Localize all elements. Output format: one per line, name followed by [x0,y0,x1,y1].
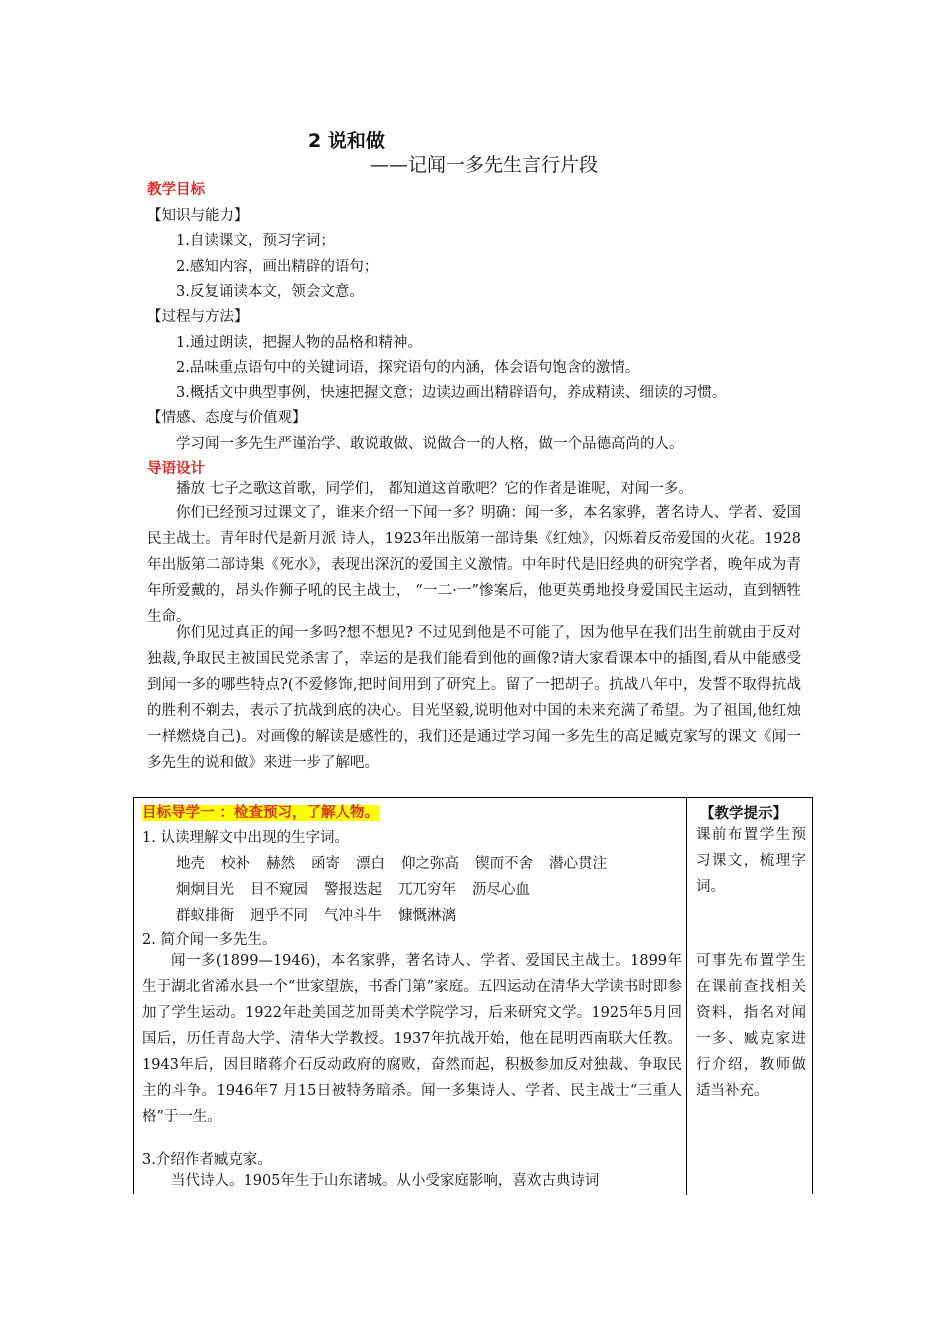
vocab-word: 群蚁排衙 [176,908,234,924]
vocab-word: 漂白 [356,856,385,872]
vocab-word: 地壳 [176,856,205,872]
vocab-word: 迥乎不同 [250,908,308,924]
vocab-row-1 [176,852,623,873]
vocab-word: 炯炯目光 [176,882,234,898]
objectives-heading: 教学目标 [147,182,205,198]
vocab-word: 目不窥园 [250,882,308,898]
vocab-word: 仰之弥高 [401,856,459,872]
emotion-heading: 【情感、态度与价值观】 [147,410,307,426]
table-column-divider [686,798,687,1195]
item-vocab: 1. 认读理解文中出现的生字词。 [142,830,349,846]
intro-paragraph-3: 你们见过真正的闻一多吗?想不想见? 不过见到他是不可能了，因为他早在我们出生前就由于反对独裁,争取民主被国民党杀害了，幸运的是我们能看到他的画像?请大家看课本中的插图,看从中能感受到闻一多的哪些特点?(不爱修饰,把时间用到了研究上。留了一把胡子。抗战八年中，发誓不取得抗战的胜利不剃去，表示了抗战到底的决心。目光坚毅,说明他对中国的未来充满了希望。为了祖国,他红烛一样燃烧自己)。对画像的解读是感性的，我们还是通过学习闻一多先生的高足臧克家写的课文《闻一多先生的说和做》来进一步了解吧。 [147,625,801,771]
vocab-word: 气冲斗牛 [324,908,382,924]
vocab-word: 校补 [221,856,250,872]
vocab-word: 函寄 [311,856,340,872]
vocab-word: 慷慨淋漓 [398,908,456,924]
knowledge-item: 3.反复诵读本文，领会文意。 [176,284,364,300]
lesson-subtitle: ——记闻一多先生言行片段 [370,154,599,176]
goal-heading [142,801,379,822]
knowledge-heading: 【知识与能力】 [147,208,249,224]
intro-paragraph-1: 播放 七子之歌这首歌，同学们， 都知道这首歌吧？它的作者是谁呢，对闻一多。 [176,481,693,497]
process-heading: 【过程与方法】 [147,309,249,325]
lesson-table [133,797,813,1194]
hint-vocab: 课前布置学生预习课文，梳理字词。 [696,827,806,895]
author-paragraph: 当代诗人。1905年生于山东诸城。从小受家庭影响，喜欢古典诗词 [171,1173,600,1189]
vocab-word: 锲而不舍 [475,856,533,872]
knowledge-item: 2.感知内容，画出精辟的语句； [176,259,379,275]
process-item: 1.通过朗读，把握人物的品格和精神。 [176,335,422,351]
hint-heading: 【教学提示】 [700,806,787,822]
process-item: 3.概括文中典型事例，快速把握文意；边读边画出精辟语句，养成精读、细读的习惯。 [176,385,727,401]
vocab-row-3 [176,904,472,925]
goal-heading-highlight: 目标导学一 ：检查预习，了解人物。 [142,805,380,821]
lesson-title: 2 说和做 [308,130,385,152]
intro-paragraph-2: 你们已经预习过课文了，谁来介绍一下闻一多？明确：闻一多，本名家骅，著名诗人、学者、爱国民主战士。青年时代是新月派 诗人，1923年出版第一部诗集《红烛》，闪烁着反帝爱国的火花。1928年出版第二部诗集《死水》，表现出深沉的爱国主义激情。中年时代是旧经典的研究学者，晚年成为青年所爱戴的，昂头作狮子吼的民主战士， “一二·一”惨案后，他更英勇地投身爱国民主运动，直到牺牲生命。 [147,505,801,625]
vocab-word: 沥尽心血 [472,882,530,898]
bio-paragraph: 闻一多(1899—1946)，本名家骅，著名诗人、学者、爱国民主战士。1899年生于湖北省浠水县一个“世家望族，书香门第”家庭。五四运动在清华大学读书时即参加了学生运动。1922年赴美国芝加哥美术学院学习，后来研究文学。1925年5月回国后，历任青岛大学、清华大学教授。1937年抗战开始，他在昆明西南联大任教。1943年后，因目睹蒋介石反动政府的腐败，奋然而起，积极参加反对独裁、争取民主的斗争。1946年7 月15日被特务暗杀。闻一多集诗人、学者、民主战士“三重人格”于一生。 [142,953,682,1125]
knowledge-item: 1.自读课文，预习字词； [176,233,335,249]
vocab-word: 潜心贯注 [549,856,607,872]
hint-bio: 可事先布置学生在课前查找相关资料，指名对闻一多、臧克家进行介绍，教师做适当补充。 [696,953,806,1099]
emotion-text: 学习闻一多先生严谨治学、敢说敢做、说做合一的人格，做一个品德高尚的人。 [176,436,684,452]
item-bio: 2. 简介闻一多先生。 [142,932,277,948]
vocab-word: 警报迭起 [324,882,382,898]
vocab-row-2 [176,878,546,899]
vocab-word: 兀兀穷年 [398,882,456,898]
process-item: 2.品味重点语句中的关键词语，探究语句的内涵，体会语句饱含的激情。 [176,360,640,376]
item-author: 3.介绍作者臧克家。 [142,1152,272,1168]
vocab-word: 赫然 [266,856,295,872]
intro-heading: 导语设计 [147,461,205,477]
